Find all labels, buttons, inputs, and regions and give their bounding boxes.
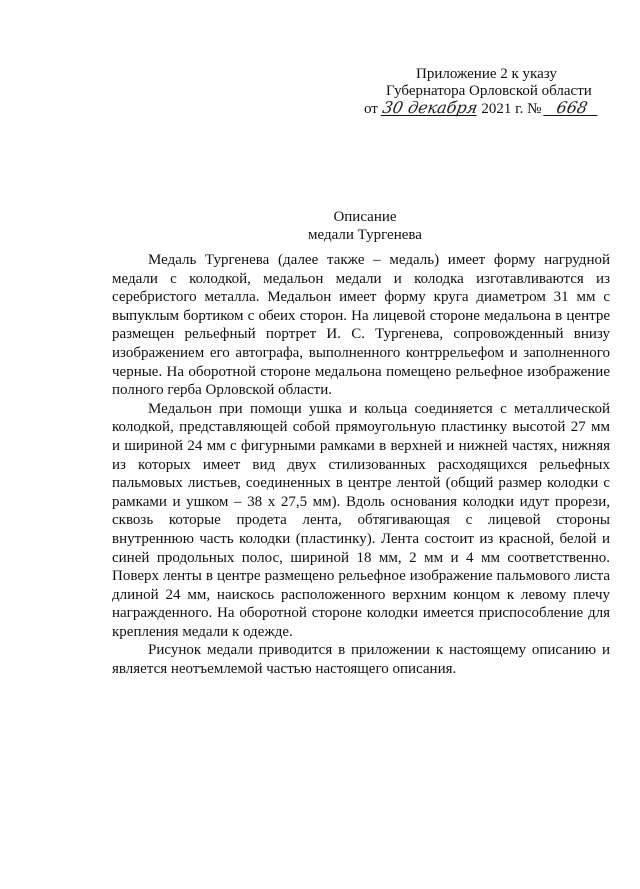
- paragraph-medal-description: Медаль Тургенева (далее также – медаль) имеет форму нагрудной медали с колодкой, медальон медали и колодка изготавливаются из серебристого металла. Медальон имеет форму круга диаметром 31 мм с выпуклым бортиком с обеих сторон. На лицевой стороне медальона в центре размещен рельефный портрет И. С. Тургенева, сопровожденный внизу изображением его автографа, выполненного контррельефом и заполненного черные. На оборотной стороне медальона помещено рельефное изображение полного герба Орловской области.: [112, 252, 610, 399]
- document-heading: Описание: [333, 209, 397, 225]
- paragraph-ribbon-description: Медальон при помощи ушка и кольца соединяется с металлической колодкой, представляющей собой прямоугольную пластинку высотой 27 мм и шириной 24 мм с фигурными рамками в верхней и нижней частях, нижняя из которых имеет вид двух стилизованных расходящихся рельефных пальмовых листьев, соединенных в центре лентой (общий размер колодки с рамками и ушком – 38 х 27,5 мм). Вдоль основания колодки идут прорези, сквозь которые продета лента, обтягивающая с лицевой стороны внутреннюю часть колодки (пластинку). Лента состоит из красной, белой и синей продольных полос, шириной 18 мм, 2 мм и 4 мм соответственно. Поверх ленты в центре размещено рельефное изображение пальмового листа длиной 24 мм, наискось расположенного верхним концом к левому плечу награжденного. На оборотной стороне колодки имеется приспособление для крепления медали к одежде.: [112, 400, 610, 640]
- appendix-date-line: [360, 100, 600, 118]
- document-subheading: медали Тургенева: [308, 227, 422, 243]
- document-body: [112, 251, 610, 679]
- appendix-title: Приложение 2 к указу: [416, 66, 557, 82]
- date-prefix: от: [364, 101, 378, 117]
- handwritten-date: 30 декабря: [380, 98, 479, 117]
- appendix-authority: Губернатора Орловской области: [386, 83, 592, 99]
- handwritten-number: 668: [543, 100, 600, 116]
- paragraph-drawing-note: Рисунок медали приводится в приложении к настоящему описанию и является неотъемлемой частью настоящего описания.: [112, 642, 610, 678]
- year-number-label: 2021 г. №: [481, 101, 542, 117]
- appendix-header: [360, 66, 600, 118]
